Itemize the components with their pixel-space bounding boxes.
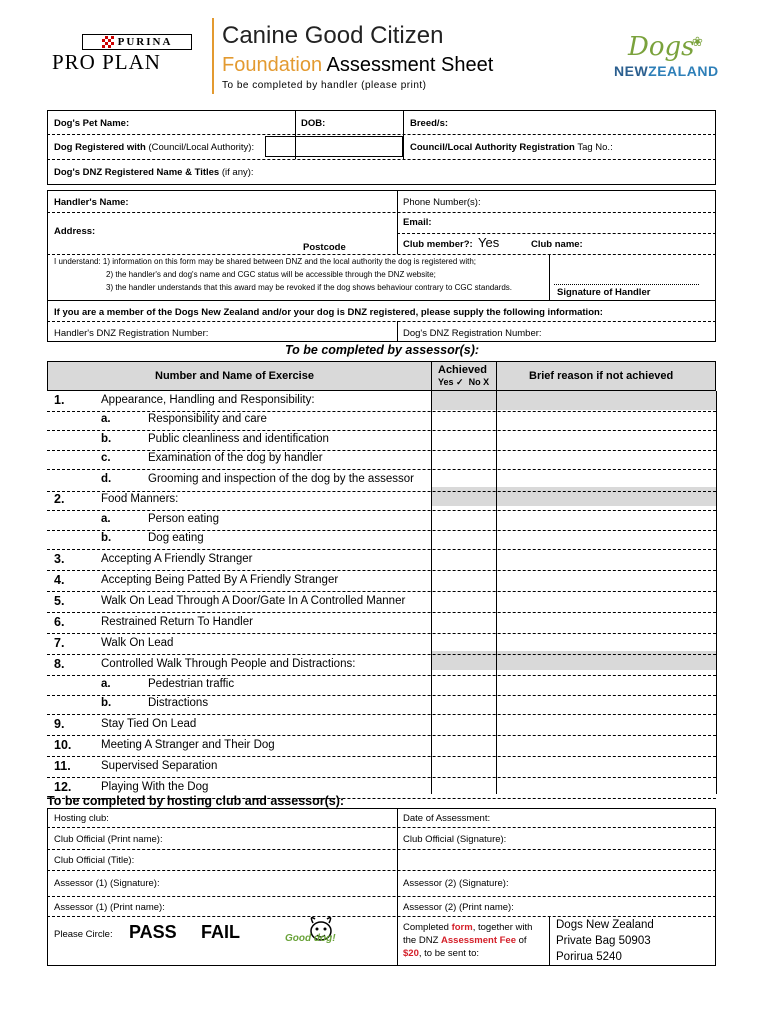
exercise-row-line	[47, 591, 716, 592]
club-name-label: Club name:	[531, 239, 583, 250]
official-print-label: Club Official (Print name):	[54, 834, 163, 845]
sub-exercise-letter: a.	[101, 512, 111, 525]
sub-exercise-name: Responsibility and care	[148, 413, 267, 426]
registered-with-rest: (Council/Local Authority):	[145, 142, 255, 153]
understand-line-2: 2) the handler's and dog's name and CGC status will be accessible through the DNZ website;	[106, 270, 436, 279]
handler-name-label: Handler's Name:	[54, 197, 129, 208]
exercise-row-line	[47, 633, 716, 634]
note-part: the DNZ	[403, 935, 442, 946]
note-amount: $20	[403, 948, 419, 959]
achieved-sub-header	[438, 377, 489, 388]
purina-logo	[82, 34, 192, 50]
exercise-row-line	[47, 469, 716, 470]
note-fee: Assessment Fee	[441, 935, 516, 946]
row-line	[47, 896, 716, 897]
subtitle-rest: Assessment Sheet	[322, 54, 494, 76]
proplan-logo-text: PRO PLAN	[52, 50, 161, 74]
divider	[496, 391, 497, 794]
sub-exercise-letter: d.	[101, 472, 112, 485]
exercise-row-line	[47, 714, 716, 715]
sub-exercise-letter: a.	[101, 677, 111, 690]
official-title-label: Club Official (Title):	[54, 855, 135, 866]
sub-exercise-name: Person eating	[148, 512, 219, 525]
divider	[716, 391, 717, 794]
hosting-club-label: Hosting club:	[54, 813, 109, 824]
address-line: Dogs New Zealand	[556, 919, 654, 931]
sub-exercise-name: Public cleanliness and identification	[148, 432, 329, 445]
divider	[397, 321, 398, 342]
council-tag-rest: Tag No.:	[574, 142, 613, 153]
exercise-name: Appearance, Handling and Responsibility:	[101, 393, 315, 406]
signature-handler-label: Signature of Handler	[557, 287, 651, 298]
exercise-name: Controlled Walk Through People and Distractions:	[101, 657, 356, 670]
divider	[397, 190, 398, 254]
club-heading: To be completed by hosting club and assessor(s):	[47, 794, 345, 808]
understand-line-3: 3) the handler understands that this award may be revoked if the dog shows behaviour contrary to CGC standards.	[106, 283, 512, 292]
exercise-number: 8.	[54, 656, 65, 671]
dnz-logo-zealand: ZEALAND	[648, 63, 719, 79]
dnz-name-bold: Dog's DNZ Registered Name & Titles	[54, 167, 220, 178]
page-title: Canine Good Citizen	[222, 22, 444, 49]
fail-option[interactable]: FAIL	[201, 922, 240, 942]
divider	[549, 916, 550, 966]
exercise-row-line	[47, 735, 716, 736]
exercise-row-line	[47, 430, 716, 431]
council-tag-label	[410, 142, 613, 153]
exercise-row-line	[47, 675, 716, 676]
exercise-name: Restrained Return To Handler	[101, 615, 253, 628]
signature-line[interactable]	[554, 284, 699, 285]
row-line	[47, 827, 716, 828]
dnz-address	[556, 917, 654, 965]
official-sig-label: Club Official (Signature):	[403, 834, 507, 845]
exercise-row-line	[47, 612, 716, 613]
address-line: Private Bag 50903	[556, 935, 651, 947]
exercise-number: 3.	[54, 551, 65, 566]
handler-instruction: To be completed by handler (please print)	[222, 80, 427, 91]
row-line	[47, 212, 716, 213]
postcode-label: Postcode	[303, 242, 346, 253]
handler-reg-label: Handler's DNZ Registration Number:	[54, 328, 209, 339]
paw-icon: ❀	[692, 34, 703, 49]
exercise-number: 5.	[54, 593, 65, 608]
sub-exercise-letter: b.	[101, 697, 112, 710]
please-circle-label: Please Circle:	[54, 929, 113, 940]
row-line	[47, 159, 716, 160]
exercise-row-line	[47, 491, 716, 492]
exercise-number: 12.	[54, 779, 72, 794]
note-part: of	[516, 935, 527, 946]
address-line: Porirua 5240	[556, 951, 622, 963]
assessor-heading: To be completed by assessor(s):	[285, 343, 480, 357]
dnz-name-label	[54, 167, 254, 178]
divider	[496, 361, 497, 391]
exercise-row-line	[47, 510, 716, 511]
exercise-number: 11.	[54, 758, 71, 773]
council-tag-bold: Council/Local Authority Registration	[410, 142, 575, 153]
note-form: form	[451, 922, 473, 933]
row-line	[397, 233, 716, 234]
exercise-row-line	[47, 450, 716, 451]
purina-text: PURINA	[117, 36, 173, 48]
dog-reg-label: Dog's DNZ Registration Number:	[403, 328, 542, 339]
sub-exercise-letter: c.	[101, 452, 111, 465]
assessor1-sig-label: Assessor (1) (Signature):	[54, 878, 160, 889]
registered-with-bold: Dog Registered with	[54, 142, 146, 153]
sub-exercise-letter: b.	[101, 432, 112, 445]
good-dog-text: Good dog!	[285, 933, 336, 944]
address-label: Address:	[54, 226, 96, 237]
divider	[397, 808, 398, 871]
registered-with-label	[54, 142, 254, 153]
exercise-number: 1.	[54, 392, 65, 407]
club-member-value[interactable]: Yes	[478, 235, 500, 250]
assessor2-sig-label: Assessor (2) (Signature):	[403, 878, 509, 889]
row-line	[47, 870, 716, 871]
dnz-logo-text	[614, 63, 719, 79]
achieved-col-header: Achieved	[438, 364, 487, 376]
assessor1-print-label: Assessor (1) (Print name):	[54, 902, 165, 913]
exercise-number: 2.	[54, 492, 65, 507]
good-dog-graphic	[285, 913, 357, 961]
pet-name-label: Dog's Pet Name:	[54, 118, 130, 129]
exercise-row-line	[47, 695, 716, 696]
check-icon: ✓	[456, 377, 464, 387]
sub-exercise-name: Dog eating	[148, 532, 204, 545]
pass-option[interactable]: PASS	[129, 922, 177, 942]
note-part: Completed	[403, 922, 452, 933]
dnz-logo-script: Dogs	[628, 32, 695, 62]
no-label: No X	[468, 377, 490, 387]
note-part: , to be sent to:	[418, 948, 480, 959]
council-input-box[interactable]	[265, 136, 403, 157]
sub-exercise-letter: b.	[101, 532, 112, 545]
date-label: Date of Assessment:	[403, 813, 491, 824]
row-line	[47, 300, 716, 301]
email-label: Email:	[403, 217, 432, 228]
member-note: If you are a member of the Dogs New Zealand and/or your dog is DNZ registered, please supply the following information:	[54, 307, 603, 318]
note-part: , together with	[472, 922, 533, 933]
shaded-cell	[497, 391, 716, 410]
sub-exercise-name: Examination of the dog by handler	[148, 452, 323, 465]
exercise-number: 7.	[54, 635, 65, 650]
sub-exercise-name: Pedestrian traffic	[148, 677, 235, 690]
completed-note	[403, 921, 532, 960]
sub-exercise-name: Distractions	[148, 697, 209, 710]
exercise-number: 10.	[54, 737, 72, 752]
exercise-number: 9.	[54, 716, 65, 731]
row-line	[47, 849, 716, 850]
exercise-row-line	[47, 654, 716, 655]
exercise-row-line	[47, 549, 716, 550]
subtitle-foundation: Foundation	[222, 54, 323, 76]
shaded-cell	[431, 391, 496, 410]
exercise-name: Meeting A Stranger and Their Dog	[101, 738, 275, 751]
exercise-row-line	[47, 411, 716, 412]
exercise-name: Food Manners:	[101, 493, 179, 506]
exercise-name: Supervised Separation	[101, 759, 218, 772]
exercise-name: Stay Tied On Lead	[101, 717, 197, 730]
exercise-row-line	[47, 530, 716, 531]
divider	[397, 870, 398, 966]
exercise-number: 4.	[54, 572, 65, 587]
sub-exercise-name: Grooming and inspection of the dog by the assessor	[148, 472, 414, 485]
exercise-name: Accepting A Friendly Stranger	[101, 552, 253, 565]
dnz-logo-new: NEW	[614, 63, 649, 79]
phone-label: Phone Number(s):	[403, 197, 481, 208]
breed-label: Breed/s:	[410, 118, 449, 129]
divider	[431, 361, 432, 391]
row-line	[47, 321, 716, 322]
yes-label: Yes	[438, 377, 454, 387]
row-line	[47, 134, 716, 135]
understand-line-1: I understand: 1) information on this form may be shared between DNZ and the local authority the dog is registered with;	[54, 257, 476, 266]
exercise-row-line	[47, 756, 716, 757]
exercise-name: Playing With the Dog	[101, 780, 209, 793]
exercise-col-header: Number and Name of Exercise	[155, 370, 314, 382]
club-member-label: Club member?:	[403, 239, 473, 250]
reason-col-header: Brief reason if not achieved	[529, 370, 674, 382]
divider	[549, 254, 550, 300]
exercise-name: Accepting Being Patted By A Friendly Stranger	[101, 573, 339, 586]
divider	[431, 391, 432, 794]
exercise-name: Walk On Lead Through A Door/Gate In A Controlled Manner	[101, 594, 406, 607]
exercise-name: Walk On Lead	[101, 636, 174, 649]
exercise-row-line	[47, 570, 716, 571]
page-subtitle	[222, 54, 493, 77]
dnz-name-rest: (if any):	[219, 167, 254, 178]
assessor2-print-label: Assessor (2) (Print name):	[403, 902, 514, 913]
dob-label: DOB:	[301, 118, 326, 129]
exercise-row-line	[47, 777, 716, 778]
checkerboard-icon	[102, 36, 114, 48]
header-divider	[212, 18, 214, 94]
row-line	[47, 254, 716, 255]
exercise-number: 6.	[54, 614, 65, 629]
sub-exercise-letter: a.	[101, 413, 111, 426]
